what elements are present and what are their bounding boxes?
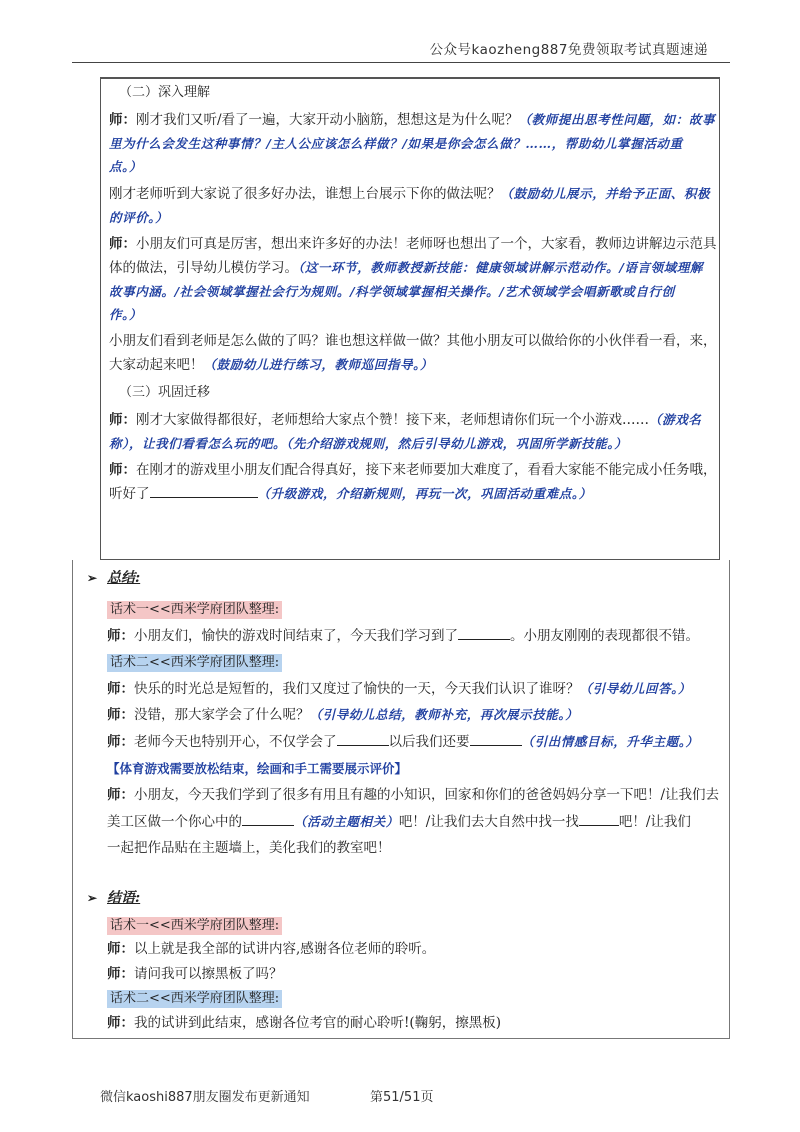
script-tag-1: 话术一<<西米学府团队整理: xyxy=(107,601,282,619)
closing-line-3: 师：我的试讲到此结束，感谢各位考官的耐心聆听!(鞠躬，擦黑板) xyxy=(107,1014,501,1031)
summary-note: 【体育游戏需要放松结束，绘画和手工需要展示评价】 xyxy=(107,760,408,776)
paragraph-5-end: 称），让我们看看怎么玩的吧。（先介绍游戏规则，然后引导幼儿游戏，巩固所学新技能。） xyxy=(109,436,628,451)
bottom-border xyxy=(72,1038,730,1039)
paragraph-2: 刚才老师听到大家说了很多好办法，谁想上台展示下你的做法呢？（鼓励幼儿展示，并给予正面、积极 xyxy=(109,186,711,202)
paragraph-5: 师：刚才大家做得都很好，老师想给大家点个赞！接下来，老师想请你们玩一个小游戏……（游戏名 xyxy=(109,412,702,428)
paragraph-1: 师：刚才我们又听/看了一遍，大家开动小脑筋，想想这是为什么呢？（教师提出思考性问题，如：故事 xyxy=(109,112,716,128)
page-header: 公众号kaozheng887免费领取考试真题速递 xyxy=(429,42,708,58)
script-tag-2: 话术二<<西米学府团队整理: xyxy=(107,654,282,672)
paragraph-1-cont: 里为什么会发生这种事情？/主人公应该怎么样做？/如果是你会怎么做？……，帮助幼儿掌握活动重 xyxy=(109,136,683,151)
paragraph-6-end: 听好了 （升级游戏，介绍新规则，再玩一次，巩固活动重难点。） xyxy=(109,486,592,502)
section-heading-3: （三）巩固迁移 xyxy=(119,385,211,400)
paragraph-4-end: 大家动起来吧！（鼓励幼儿进行练习，教师巡回指导。） xyxy=(109,357,434,373)
page-number: 第51/51页 xyxy=(370,1090,434,1105)
arrow-icon: ➢ xyxy=(87,891,98,905)
paragraph-3: 师：小朋友们可真是厉害，想出来许多好的办法！老师呀也想出了一个，大家看，教师边讲解边示范具 xyxy=(109,236,717,252)
paragraph-6: 师：在刚才的游戏里小朋友们配合得真好，接下来老师要加大难度了，看看大家能不能完成小任务哦， xyxy=(109,462,717,478)
closing-line-2: 师：请问我可以擦黑板了吗？ xyxy=(107,965,283,982)
summary-line-5-end: 一起把作品贴在主题墙上，美化我们的教室吧！ xyxy=(107,840,391,857)
paragraph-3-cont2: 故事内涵。/社会领域掌握社会行为规则。/科学领域掌握相关操作。/艺术领域学会唱新歌或自行创 xyxy=(109,284,675,299)
arrow-icon: ➢ xyxy=(87,571,98,585)
content-box xyxy=(100,77,720,560)
paragraph-3-end: 作。） xyxy=(109,307,143,322)
closing-block xyxy=(107,913,727,1035)
summary-line-2: 师：快乐的时光总是短暂的，我们又度过了愉快的一天，今天我们认识了谁呀？（引导幼儿回答。） xyxy=(107,680,692,697)
summary-line-5-cont: 美工区做一个你心中的 （活动主题相关）吧！/让我们去大自然中找一找 吧！/让我们 xyxy=(107,813,691,830)
fill-blank xyxy=(150,485,258,498)
summary-line-5: 师：小朋友，今天我们学到了很多有用且有趣的小知识，回家和你们的爸爸妈妈分享一下吧！/让我们去 xyxy=(107,787,720,804)
summary-line-1: 师：小朋友们，愉快的游戏时间结束了，今天我们学习到了 。小朋友刚刚的表现都很不错。 xyxy=(107,627,699,644)
footer-notice: 微信kaoshi887朋友圈发布更新通知 xyxy=(100,1090,310,1105)
left-border xyxy=(72,560,73,1038)
paragraph-2-end: 的评价。） xyxy=(109,210,169,225)
summary-line-3: 师：没错，那大家学会了什么呢？（引导幼儿总结，教师补充，再次展示技能。） xyxy=(107,707,579,724)
fill-blank xyxy=(470,733,522,746)
closing-line-1: 师：以上就是我全部的试讲内容,感谢各位老师的聆听。 xyxy=(107,941,436,958)
section-heading-2: （二）深入理解 xyxy=(119,85,211,100)
script-tag-2: 话术二<<西米学府团队整理: xyxy=(107,990,282,1008)
right-border xyxy=(729,560,730,1038)
fill-blank xyxy=(337,733,389,746)
header-rule xyxy=(72,62,730,63)
fill-blank xyxy=(458,627,510,640)
summary-heading: ➢ 总结: xyxy=(87,570,141,586)
summary-line-4: 师：老师今天也特别开心，不仅学会了 以后我们还要 （引出情感目标，升华主题。） xyxy=(107,733,699,750)
script-tag-1: 话术一<<西米学府团队整理: xyxy=(107,917,282,935)
paragraph-4: 小朋友们看到老师是怎么做的了吗？谁也想这样做一做？其他小朋友可以做给你的小伙伴看一看，来， xyxy=(109,333,717,349)
paragraph-1-end: 点。） xyxy=(109,159,143,174)
summary-block xyxy=(107,596,727,862)
closing-heading: ➢ 结语: xyxy=(87,890,141,906)
fill-blank xyxy=(242,813,294,826)
paragraph-3-cont: 体的做法，引导幼儿模仿学习。（这一环节，教师教授新技能：健康领域讲解示范动作。/语言领域理解 xyxy=(109,260,704,276)
fill-blank xyxy=(579,813,619,826)
